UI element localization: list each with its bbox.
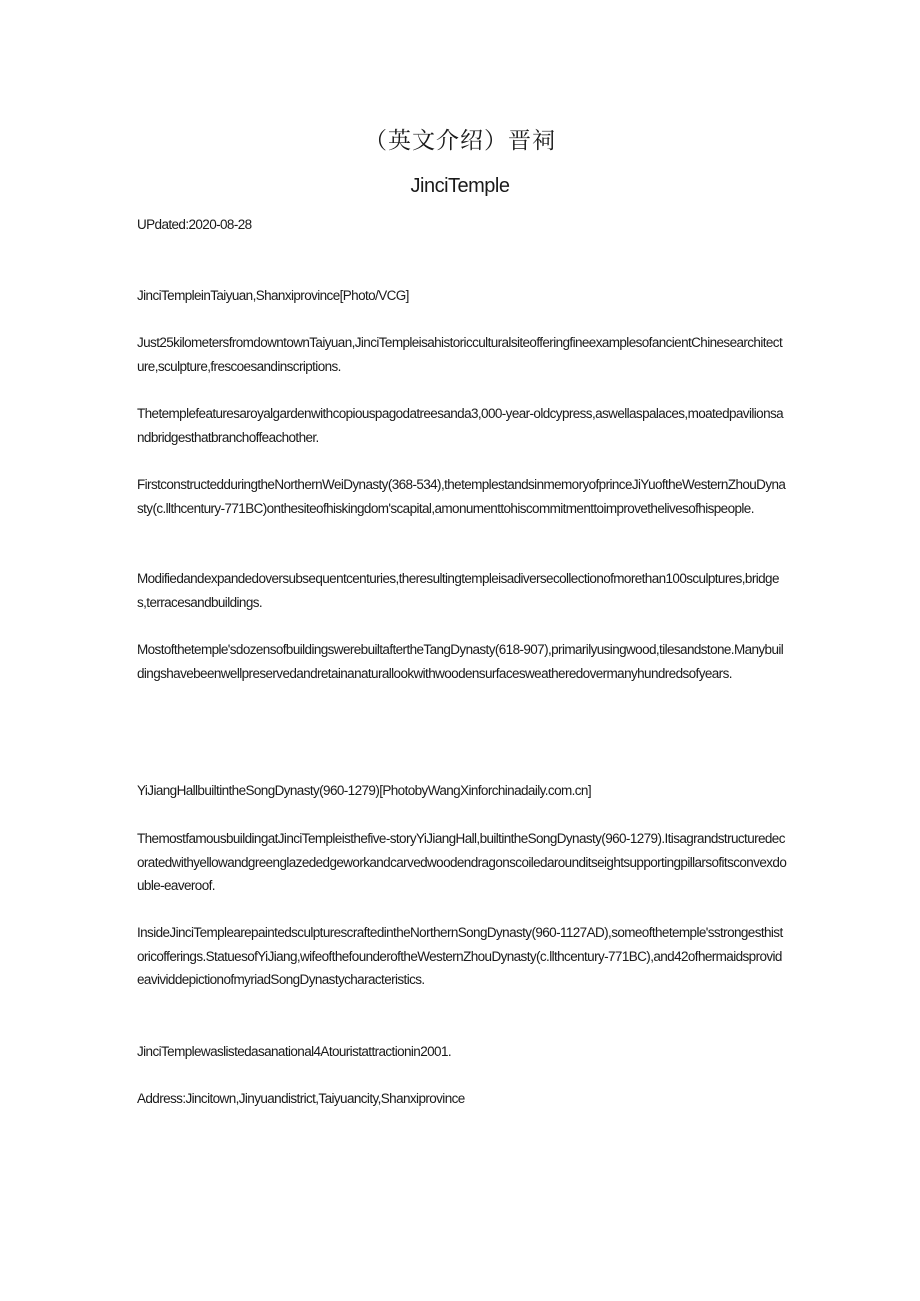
- document-title: （英文介绍）晋祠: [364, 128, 556, 154]
- paragraph: Thetemplefeaturesaroyalgardenwithcopiouspagodatreesanda3,000-year-oldcypress,aswellaspalaces,moatedpavilionsandbridgesthatbranchoffeachother.: [137, 406, 784, 445]
- paragraph: ThemostfamousbuildingatJinciTempleisthefive-storyYiJiangHall,builtintheSongDynasty(960-1279).Itisagrandstructuredecoratedwithyellowandgreenglazededgeworkandcarvedwoodendragonscoiledarounditseightsupportingpillarsofitsconvexdouble-eaveroof.: [137, 831, 787, 894]
- address-line: Address:Jincitown,Jinyuandistrict,Taiyuancity,Shanxiprovince: [137, 1091, 465, 1106]
- document-subtitle: JinciTemple: [410, 175, 510, 197]
- paragraph: Just25kilometersfromdowntownTaiyuan,JinciTempleisahistoricculturalsiteofferingfineexamplesofancientChinesearchitecture,sculpture,frescoesandinscriptions.: [137, 335, 783, 374]
- paragraph: JinciTemplewaslistedasanational4Atouristattractionin2001.: [137, 1044, 451, 1059]
- paragraph: Modifiedandexpandedoversubsequentcenturies,theresultingtempleisadiversecollectionofmorethan100sculptures,bridges,terracesandbuildings.: [137, 571, 779, 610]
- photo-caption: JinciTempleinTaiyuan,Shanxiprovince[Photo/VCG]: [137, 288, 409, 303]
- photo-caption: YiJiangHallbuiltintheSongDynasty(960-1279)[PhotobyWangXinforchinadaily.com.cn]: [137, 783, 591, 798]
- paragraph: FirstconstructedduringtheNorthernWeiDynasty(368-534),thetemplestandsinmemoryofprinceJiYuoftheWesternZhouDynasty(c.llthcentury-771BC)onthesiteofhiskingdom'scapital,amonumenttohiscommitmenttoimprovethelivesofhispeople.: [137, 477, 786, 516]
- updated-date: UPdated:2020-08-28: [137, 217, 252, 232]
- paragraph: InsideJinciTemplearepaintedsculpturescraftedintheNorthernSongDynasty(960-1127AD),someofthetemple'sstrongesthistoricofferings.StatuesofYiJiang,wifeofthefounderoftheWesternZhouDynasty(c.llthcentury-771BC),and42ofhermaidsprovideavividdepictionofmyriadSongDynastycharacteristics.: [137, 925, 783, 988]
- paragraph: Mostofthetemple'sdozensofbuildingswerebuiltaftertheTangDynasty(618-907),primarilyusingwood,tilesandstone.Manybuildingshavebeenwellpreservedandretainanaturallookwithwoodensurfacesweatheredovermanyhundredsofyears.: [137, 642, 784, 681]
